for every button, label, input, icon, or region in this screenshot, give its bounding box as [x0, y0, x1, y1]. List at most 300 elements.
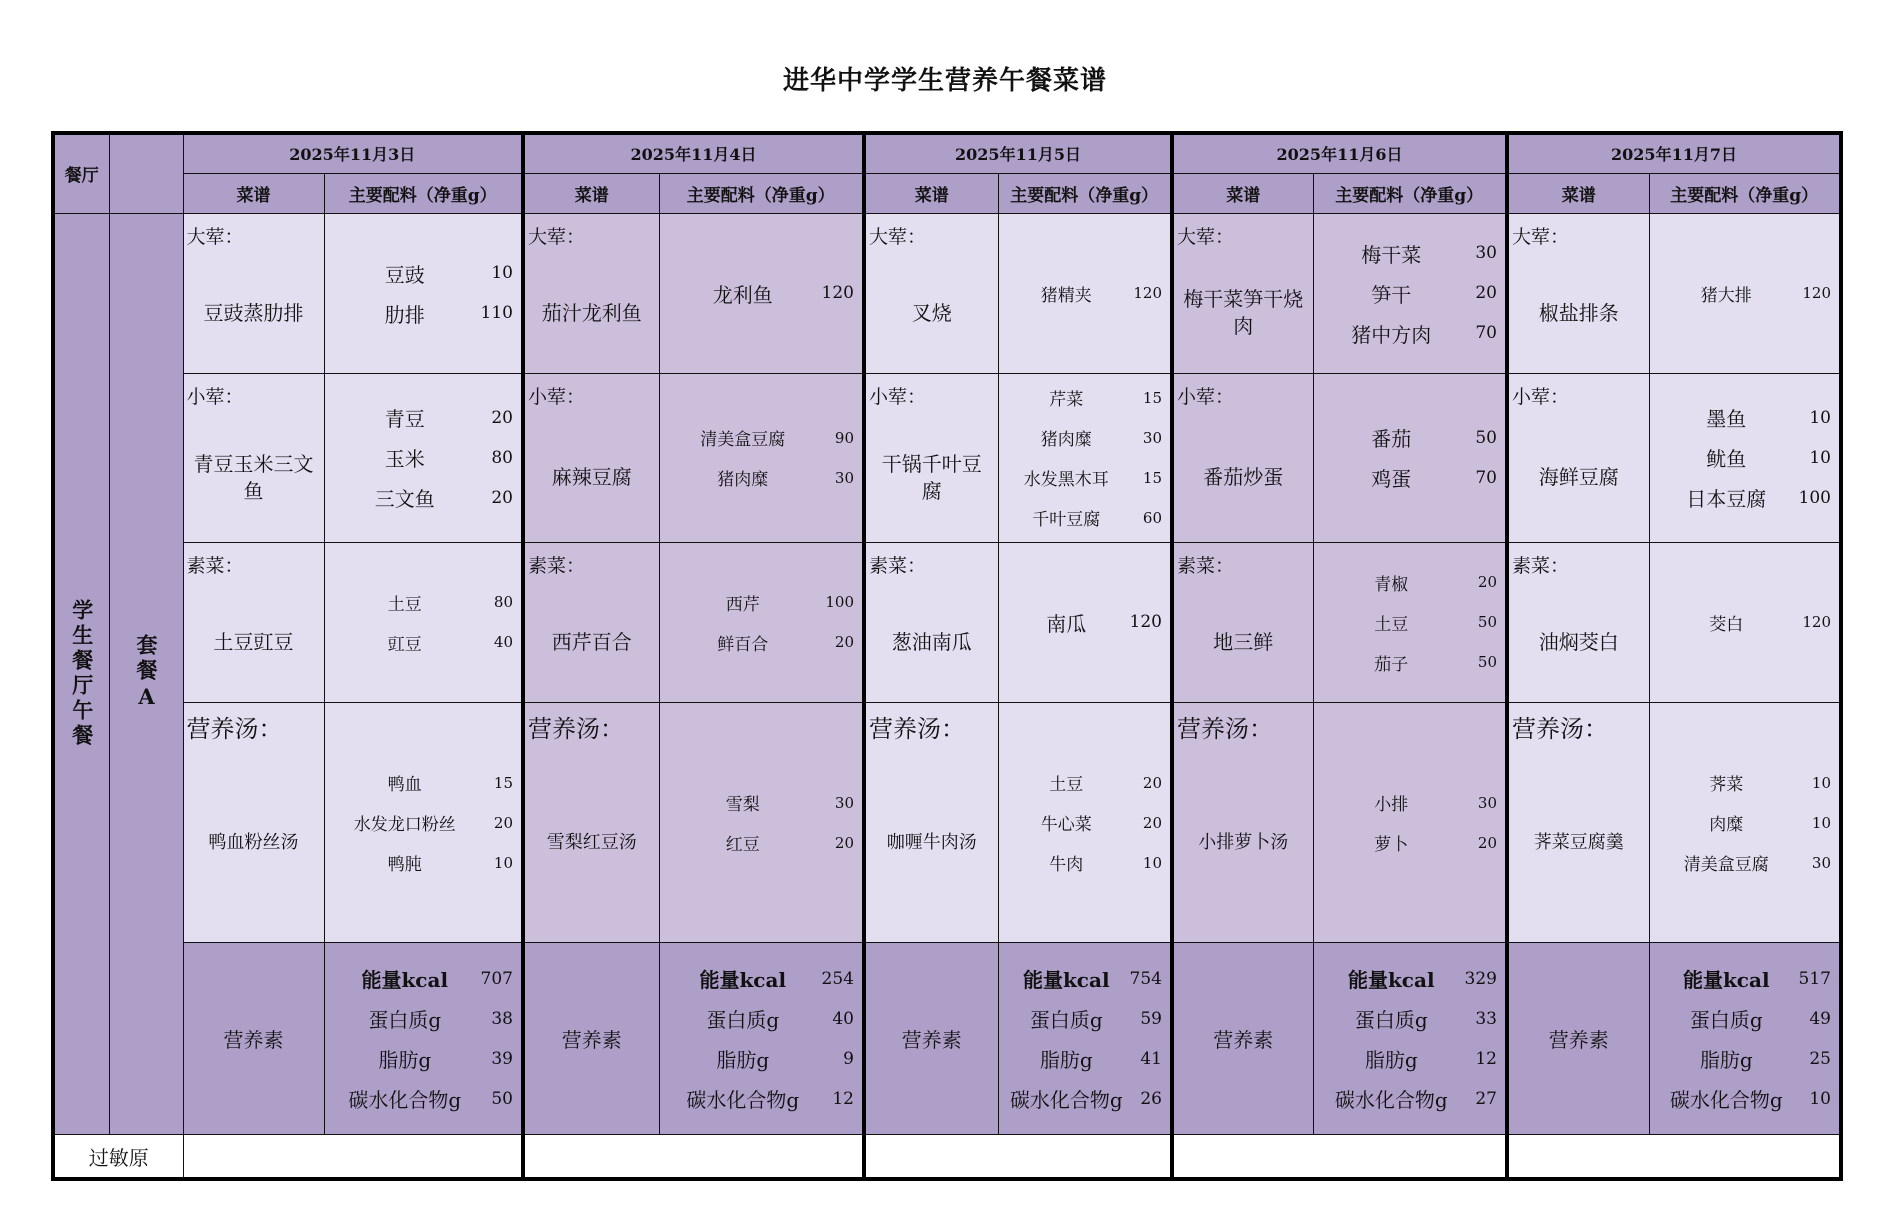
ingredient-row — [1656, 398, 1832, 438]
small-category-label: 小荤： — [1177, 385, 1235, 408]
ingredient-row — [1320, 273, 1498, 313]
soup-dish-cell — [183, 703, 324, 943]
nutrition-row — [1320, 959, 1498, 999]
nutrition-row — [1656, 999, 1832, 1039]
ingredient-name: 豆豉 — [384, 262, 425, 287]
ingredient-list — [999, 543, 1171, 702]
small-ingredient-cell — [1313, 373, 1507, 542]
ingredient-row — [1005, 843, 1163, 883]
nutrition-label-cell — [1507, 943, 1649, 1135]
ingredient-name: 豇豆 — [387, 634, 422, 655]
ingredient-weight: 30 — [1811, 853, 1831, 872]
ingredient-weight: 120 — [821, 283, 854, 304]
main-dish-cell — [1507, 213, 1649, 373]
veg-dish-name: 土豆豇豆 — [213, 629, 294, 654]
nutrient-name: 能量kcal — [1347, 968, 1435, 993]
small-dish-name: 海鲜豆腐 — [1538, 465, 1619, 490]
ingredient-name: 梅干菜 — [1361, 242, 1422, 267]
soup-category-label: 营养汤： — [1177, 715, 1273, 743]
ingredient-weight: 30 — [1475, 243, 1497, 264]
ingredient-name: 三文鱼 — [374, 487, 435, 512]
ingredient-list — [325, 214, 522, 373]
small-dish-cell — [1172, 373, 1313, 542]
nutrition-row — [666, 1079, 855, 1119]
ingredient-name: 小排 — [1374, 795, 1409, 816]
ingredient-name: 龙利鱼 — [712, 282, 773, 307]
veg-dish-name: 地三鲜 — [1213, 629, 1274, 654]
nutrient-value: 49 — [1809, 1008, 1831, 1029]
ingredient-weight: 10 — [1809, 447, 1831, 468]
ingredient-weight: 20 — [834, 633, 854, 652]
set-label: 套餐A — [134, 634, 159, 714]
ingredient-row — [1656, 478, 1832, 518]
nutrient-value: 50 — [491, 1088, 513, 1109]
ingredient-row — [331, 438, 514, 478]
nutrition-row — [1005, 959, 1163, 999]
veg-category-label: 素菜： — [1512, 554, 1570, 577]
nutrient-value: 9 — [843, 1048, 854, 1069]
ingredient-row — [1656, 843, 1832, 883]
ingredient-list — [999, 374, 1171, 542]
nutrient-name: 碳水化合物g — [1334, 1088, 1448, 1113]
nutrient-name: 能量kcal — [361, 968, 449, 993]
nutrition-label: 营养素 — [561, 1028, 622, 1053]
ingredient-row — [1656, 602, 1832, 642]
ingredient-name: 茄子 — [1374, 654, 1409, 675]
small-dish-name: 干锅千叶豆腐 — [881, 451, 982, 503]
soup-category-label: 营养汤： — [869, 715, 965, 743]
nutrient-name: 蛋白质g — [1354, 1008, 1428, 1033]
ingredient-weight: 15 — [1142, 468, 1162, 487]
ingredient-col-label: 主要配料（净重g） — [1335, 185, 1484, 206]
nutrition-row — [1320, 1079, 1498, 1119]
soup-dish-name: 鸭血粉丝汤 — [208, 832, 299, 854]
soup-category-label: 营养汤： — [528, 715, 624, 743]
ingredient-list — [999, 214, 1171, 373]
nutrition-label-cell — [183, 943, 324, 1135]
small-ingredient-cell — [659, 373, 864, 542]
nutrition-label: 营养素 — [1548, 1028, 1609, 1053]
ingredient-weight: 10 — [1811, 813, 1831, 832]
nutrient-value: 59 — [1140, 1008, 1162, 1029]
ingredient-name: 鸭血 — [387, 775, 422, 796]
lunch-menu-table — [51, 131, 1843, 1181]
date-label: 2025年11月7日 — [1611, 145, 1737, 165]
nutrient-name: 脂肪g — [1039, 1048, 1093, 1073]
ingredient-weight: 70 — [1475, 323, 1497, 344]
dish-col-label: 菜谱 — [914, 185, 949, 206]
nutrition-list — [660, 943, 863, 1134]
main-category-label: 大荤： — [186, 225, 244, 248]
nutrition-label-cell — [523, 943, 659, 1135]
allergen-value-cell — [1172, 1135, 1507, 1179]
ingredient-col-header — [998, 173, 1172, 213]
allergen-value-cell — [864, 1135, 1172, 1179]
nutrient-value: 40 — [832, 1008, 854, 1029]
veg-dish-cell — [864, 542, 998, 702]
date-label: 2025年11月3日 — [289, 145, 416, 165]
soup-ingredient-cell — [324, 703, 523, 943]
ingredient-row — [1320, 233, 1498, 273]
small-ingredient-cell — [324, 373, 523, 542]
main-dish-name: 豆豉蒸肋排 — [203, 300, 304, 325]
nutrient-name: 碳水化合物g — [1669, 1088, 1783, 1113]
nutrition-label: 营养素 — [223, 1028, 284, 1053]
veg-dish-name: 西芹百合 — [551, 629, 632, 654]
veg-category-label: 素菜： — [528, 554, 586, 577]
ingredient-row — [1005, 602, 1163, 642]
nutrient-value: 25 — [1809, 1048, 1831, 1069]
nutrition-list — [999, 943, 1171, 1134]
nutrient-value: 10 — [1809, 1088, 1831, 1109]
ingredient-row — [1005, 763, 1163, 803]
veg-dish-name: 油焖茭白 — [1538, 629, 1619, 654]
ingredient-weight: 20 — [493, 813, 513, 832]
ingredient-name: 鸡蛋 — [1371, 467, 1412, 492]
ingredient-name: 青豆 — [384, 407, 425, 432]
small-dish-cell — [864, 373, 998, 542]
ingredient-row — [331, 478, 514, 518]
ingredient-weight: 50 — [1475, 427, 1497, 448]
nutrient-value: 12 — [1475, 1048, 1497, 1069]
ingredient-weight: 15 — [493, 773, 513, 792]
ingredient-name: 鲜百合 — [717, 634, 769, 655]
ingredient-weight: 10 — [493, 853, 513, 872]
nutrient-name: 能量kcal — [1022, 968, 1110, 993]
ingredient-row — [331, 398, 514, 438]
soup-category-label: 营养汤： — [186, 715, 283, 743]
small-dish-name: 番茄炒蛋 — [1203, 465, 1284, 490]
ingredient-row — [1320, 602, 1498, 642]
nutrient-name: 碳水化合物g — [686, 1088, 800, 1113]
ingredient-list — [325, 374, 522, 542]
nutrient-name: 脂肪g — [1364, 1048, 1418, 1073]
ingredient-row — [331, 843, 514, 883]
ingredient-name: 笋干 — [1371, 282, 1412, 307]
nutrition-label-cell — [1172, 943, 1313, 1135]
nutrient-name: 脂肪g — [716, 1048, 770, 1073]
nutrition-label: 营养素 — [901, 1028, 962, 1053]
ingredient-row — [1320, 313, 1498, 353]
ingredient-name: 萝卜 — [1374, 835, 1409, 856]
ingredient-weight: 30 — [1142, 428, 1162, 447]
ingredient-col-label: 主要配料（净重g） — [348, 185, 497, 206]
ingredient-weight: 20 — [491, 487, 513, 508]
ingredient-row — [1656, 273, 1832, 313]
dish-col-header — [523, 173, 659, 213]
ingredient-row — [666, 783, 855, 823]
ingredient-weight: 10 — [1811, 773, 1831, 792]
ingredient-weight: 60 — [1142, 508, 1162, 527]
allergen-value-cell — [1507, 1135, 1841, 1179]
main-category-label: 大荤： — [528, 225, 586, 248]
ingredient-weight: 50 — [1477, 653, 1497, 672]
ingredient-row — [1320, 562, 1498, 602]
date-header — [864, 133, 1172, 173]
soup-dish-name: 咖喱牛肉汤 — [886, 832, 977, 854]
ingredient-row — [1005, 273, 1163, 313]
ingredient-name: 猪肉糜 — [717, 470, 769, 491]
small-category-label: 小荤： — [1512, 385, 1570, 408]
ingredient-name: 猪肉糜 — [1040, 430, 1092, 451]
ingredient-row — [1005, 498, 1163, 538]
ingredient-name: 红豆 — [725, 835, 760, 856]
page-title: 进华中学学生营养午餐菜谱 — [782, 66, 1107, 96]
ingredient-row — [666, 458, 855, 498]
nutrient-value: 26 — [1140, 1088, 1162, 1109]
main-dish-name: 叉烧 — [911, 300, 952, 325]
ingredient-list — [1314, 543, 1506, 702]
ingredient-row — [666, 622, 855, 662]
veg-dish-cell — [523, 542, 659, 702]
ingredient-row — [331, 763, 514, 803]
veg-ingredient-cell — [1649, 542, 1841, 702]
veg-dish-cell — [183, 542, 324, 702]
dish-col-header — [1172, 173, 1313, 213]
ingredient-list — [325, 703, 522, 942]
nutrition-row — [1320, 999, 1498, 1039]
nutrition-row — [1656, 1079, 1832, 1119]
veg-dish-cell — [1507, 542, 1649, 702]
nutrition-row — [1320, 1039, 1498, 1079]
set-header-blank — [109, 133, 183, 213]
date-label: 2025年11月4日 — [630, 145, 757, 165]
ingredient-weight: 120 — [1133, 284, 1162, 303]
ingredient-col-header — [1649, 173, 1841, 213]
veg-ingredient-cell — [659, 542, 864, 702]
ingredient-weight: 100 — [1798, 487, 1831, 508]
ingredient-name: 南瓜 — [1046, 611, 1087, 636]
nutrient-name: 蛋白质g — [1689, 1008, 1763, 1033]
ingredient-weight: 120 — [1802, 613, 1831, 632]
main-dish-cell — [523, 213, 659, 373]
ingredient-name: 猪大排 — [1700, 285, 1752, 306]
small-category-label: 小荤： — [186, 385, 244, 408]
veg-category-label: 素菜： — [869, 554, 927, 577]
ingredient-row — [1320, 823, 1498, 863]
ingredient-name: 水发龙口粉丝 — [353, 815, 456, 836]
main-ingredient-cell — [1313, 213, 1507, 373]
nutrition-list — [1314, 943, 1506, 1134]
ingredient-weight: 30 — [834, 468, 854, 487]
allergen-label-cell — [53, 1135, 183, 1179]
ingredient-list — [1650, 374, 1840, 542]
main-dish-name: 椒盐排条 — [1538, 300, 1619, 325]
ingredient-name: 牛肉 — [1049, 855, 1084, 876]
ingredient-row — [666, 823, 855, 863]
date-header — [1172, 133, 1507, 173]
nutrient-name: 碳水化合物g — [348, 1088, 462, 1113]
soup-dish-cell — [864, 703, 998, 943]
small-dish-cell — [523, 373, 659, 542]
ingredient-name: 肋排 — [384, 302, 425, 327]
ingredient-weight: 20 — [1475, 283, 1497, 304]
ingredient-col-header — [324, 173, 523, 213]
ingredient-list — [660, 543, 863, 702]
ingredient-name: 鸭肫 — [387, 855, 422, 876]
small-dish-cell — [1507, 373, 1649, 542]
ingredient-name: 芹菜 — [1049, 390, 1084, 411]
nutrient-value: 41 — [1140, 1048, 1162, 1069]
main-ingredient-cell — [324, 213, 523, 373]
soup-dish-cell — [1507, 703, 1649, 943]
ingredient-col-label: 主要配料（净重g） — [1670, 185, 1819, 206]
ingredient-row — [1005, 418, 1163, 458]
small-ingredient-cell — [998, 373, 1172, 542]
ingredient-name: 玉米 — [384, 447, 425, 472]
nutrition-list — [325, 943, 522, 1134]
nutrition-values-cell — [998, 943, 1172, 1135]
ingredient-name: 清美盒豆腐 — [1683, 855, 1769, 876]
ingredient-weight: 30 — [1477, 793, 1497, 812]
main-category-label: 大荤： — [1177, 225, 1235, 248]
ingredient-weight: 80 — [493, 593, 513, 612]
dish-col-label: 菜谱 — [1561, 185, 1596, 206]
soup-category-label: 营养汤： — [1512, 715, 1608, 743]
nutrient-value: 254 — [821, 968, 854, 989]
ingredient-name: 水发黑木耳 — [1023, 470, 1109, 491]
cafeteria-cell — [53, 213, 109, 1135]
nutrient-name: 脂肪g — [378, 1048, 432, 1073]
veg-ingredient-cell — [998, 542, 1172, 702]
allergen-label: 过敏原 — [88, 1145, 149, 1170]
ingredient-row — [666, 418, 855, 458]
ingredient-row — [1656, 763, 1832, 803]
ingredient-weight: 100 — [825, 593, 854, 612]
ingredient-name: 猪精夹 — [1040, 285, 1092, 306]
main-dish-cell — [1172, 213, 1313, 373]
nutrient-name: 脂肪g — [1699, 1048, 1753, 1073]
soup-dish-name: 雪梨红豆汤 — [546, 832, 637, 854]
ingredient-weight: 10 — [1142, 853, 1162, 872]
nutrition-label: 营养素 — [1213, 1028, 1274, 1053]
ingredient-row — [331, 582, 514, 622]
nutrition-row — [331, 1039, 514, 1079]
dish-col-header — [864, 173, 998, 213]
nutrition-row — [1005, 1039, 1163, 1079]
small-dish-cell — [183, 373, 324, 542]
ingredient-weight: 20 — [1142, 773, 1162, 792]
date-header — [1507, 133, 1841, 173]
nutrient-name: 能量kcal — [1682, 968, 1770, 993]
ingredient-row — [1005, 803, 1163, 843]
ingredient-name: 清美盒豆腐 — [700, 430, 786, 451]
nutrition-values-cell — [1313, 943, 1507, 1135]
ingredient-row — [1656, 803, 1832, 843]
ingredient-weight: 70 — [1475, 467, 1497, 488]
dish-col-header — [1507, 173, 1649, 213]
ingredient-name: 土豆 — [387, 594, 422, 615]
ingredient-row — [1320, 458, 1498, 498]
small-dish-name: 青豆玉米三文鱼 — [193, 451, 314, 503]
ingredient-name: 日本豆腐 — [1686, 487, 1767, 512]
soup-ingredient-cell — [1649, 703, 1841, 943]
main-dish-cell — [183, 213, 324, 373]
ingredient-weight: 20 — [1142, 813, 1162, 832]
small-category-label: 小荤： — [528, 385, 586, 408]
date-label: 2025年11月5日 — [955, 145, 1081, 165]
nutrition-row — [666, 959, 855, 999]
nutrition-values-cell — [1649, 943, 1841, 1135]
ingredient-list — [999, 703, 1171, 942]
ingredient-row — [1320, 783, 1498, 823]
ingredient-weight: 10 — [1809, 407, 1831, 428]
dish-col-label: 菜谱 — [1226, 185, 1261, 206]
ingredient-weight: 120 — [1802, 284, 1831, 303]
nutrition-values-cell — [659, 943, 864, 1135]
ingredient-name: 千叶豆腐 — [1032, 510, 1101, 531]
main-category-label: 大荤： — [869, 225, 927, 248]
nutrition-row — [1005, 999, 1163, 1039]
ingredient-list — [1314, 374, 1506, 542]
ingredient-row — [666, 273, 855, 313]
veg-category-label: 素菜： — [1177, 554, 1235, 577]
nutrition-row — [666, 999, 855, 1039]
ingredient-list — [1314, 703, 1506, 942]
ingredient-list — [1650, 703, 1840, 942]
allergen-value-cell — [183, 1135, 523, 1179]
nutrient-value: 38 — [491, 1008, 513, 1029]
ingredient-list — [1650, 543, 1840, 702]
nutrient-value: 754 — [1129, 968, 1162, 989]
ingredient-row — [1320, 418, 1498, 458]
small-category-label: 小荤： — [869, 385, 927, 408]
soup-dish-cell — [1172, 703, 1313, 943]
nutrition-row — [331, 959, 514, 999]
ingredient-col-label: 主要配料（净重g） — [1010, 185, 1159, 206]
soup-dish-name: 荠菜豆腐羹 — [1533, 832, 1624, 854]
ingredient-col-header — [1313, 173, 1507, 213]
dish-col-header — [183, 173, 324, 213]
veg-ingredient-cell — [1313, 542, 1507, 702]
dish-col-label: 菜谱 — [236, 185, 271, 206]
restaurant-header — [53, 133, 109, 213]
ingredient-weight: 40 — [493, 633, 513, 652]
nutrient-name: 能量kcal — [699, 968, 787, 993]
ingredient-col-label: 主要配料（净重g） — [686, 185, 835, 206]
ingredient-row — [1320, 642, 1498, 682]
nutrient-value: 39 — [491, 1048, 513, 1069]
ingredient-weight: 20 — [491, 407, 513, 428]
nutrient-value: 12 — [832, 1088, 854, 1109]
nutrition-row — [1005, 1079, 1163, 1119]
main-ingredient-cell — [1649, 213, 1841, 373]
ingredient-weight: 20 — [1477, 833, 1497, 852]
ingredient-name: 番茄 — [1371, 427, 1412, 452]
nutrient-value: 707 — [480, 968, 513, 989]
soup-ingredient-cell — [659, 703, 864, 943]
ingredient-row — [666, 582, 855, 622]
soup-dish-name: 小排萝卜汤 — [1198, 832, 1289, 854]
main-dish-name: 梅干菜笋干烧肉 — [1183, 287, 1304, 339]
date-header — [523, 133, 864, 173]
cafeteria-label: 学生餐厅午餐 — [69, 598, 95, 749]
nutrition-values-cell — [324, 943, 523, 1135]
ingredient-name: 猪中方肉 — [1351, 322, 1432, 347]
dish-col-label: 菜谱 — [574, 185, 609, 206]
ingredient-row — [331, 293, 514, 333]
ingredient-row — [1656, 438, 1832, 478]
ingredient-name: 墨鱼 — [1706, 407, 1747, 432]
ingredient-name: 土豆 — [1374, 614, 1409, 635]
soup-dish-cell — [523, 703, 659, 943]
allergen-value-cell — [523, 1135, 864, 1179]
ingredient-list — [660, 214, 863, 373]
nutrient-name: 蛋白质g — [706, 1008, 780, 1033]
ingredient-name: 茭白 — [1709, 614, 1744, 635]
ingredient-list — [1650, 214, 1840, 373]
soup-ingredient-cell — [1313, 703, 1507, 943]
